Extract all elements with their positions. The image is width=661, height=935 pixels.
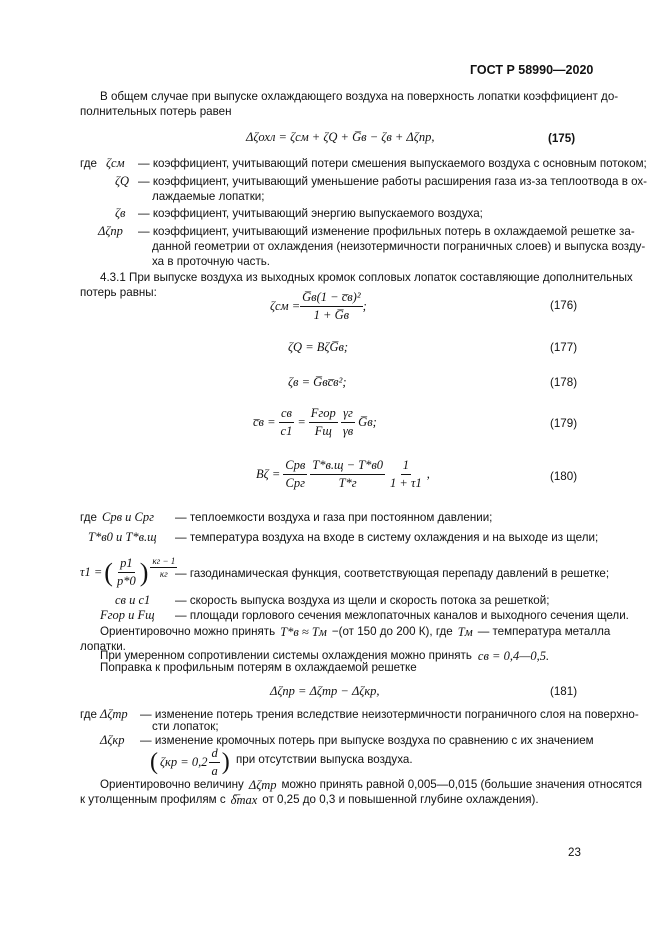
- eq179-equals: =: [297, 415, 306, 429]
- definition-delta-zeta-pr-cont2: ха в проточную часть.: [152, 255, 271, 268]
- symbol-zeta-v: ζв: [115, 206, 126, 220]
- equation-176: [270, 290, 367, 323]
- correction-line: Поправка к профильным потерям в охлаждаемой решетке: [100, 661, 417, 674]
- symbol-delta-zeta-tr: Δζтр: [100, 707, 128, 721]
- equation-177-number: (177): [550, 341, 578, 354]
- definition-zeta-sm: — коэффициент, учитывающий потери смешения выпускаемого воздуха с основным потоком;: [138, 157, 647, 170]
- where-lead-2: где: [80, 511, 97, 524]
- symbol-zeta-q: ζQ: [115, 174, 130, 188]
- eq179-den-1: c1: [280, 424, 293, 438]
- approx-text-b: −(от 150 до 200 К), где: [331, 625, 453, 638]
- equation-179: [253, 406, 377, 439]
- symbol-f-areas: Fгор и Fщ: [100, 608, 155, 622]
- definition-delta-zeta-pr: — коэффициент, учитывающий изменение профильных потерь в охлаждаемой решетке за-: [138, 225, 635, 238]
- approx-line-2: лопатки.: [80, 640, 126, 653]
- eq179-num-1: cв: [279, 406, 294, 423]
- eq180-den-3: 1 + τ1: [390, 476, 422, 490]
- symbol-zeta-sm: ζсм: [106, 156, 125, 170]
- symbol-delta-zeta-kr: Δζкр: [100, 733, 125, 747]
- moderate-text: При умеренном сопротивлении системы охлаждения можно принять: [100, 649, 472, 662]
- approx-line-1: [100, 624, 610, 640]
- equation-181: Δζпр = Δζтр − Δζкр,: [270, 684, 380, 698]
- equation-179-number: (179): [550, 417, 578, 430]
- kr-ref-lhs: ζкр = 0,2: [160, 755, 208, 769]
- equation-178-number: (178): [550, 376, 578, 389]
- where-lead-3: где: [80, 708, 97, 721]
- tau1-exp-num: κг − 1: [152, 556, 176, 566]
- final-text-b: можно принять равной 0,005—0,015 (большие значения относятся: [281, 778, 642, 791]
- definition-t-air: — температура воздуха на входе в систему охлаждения и на выходе из щели;: [175, 531, 599, 544]
- eq179-tail: G̅в;: [358, 415, 377, 429]
- definition-zeta-q: — коэффициент, учитывающий уменьшение работы расширения газа из-за теплоотвода в ох-: [138, 175, 648, 188]
- symbol-tau1: τ1 = ( $\frac{p1}{p*0}$ ) $\frac{\kappa г - 1}{\kappa г}$: [80, 556, 176, 588]
- eq180-fraction-1: [283, 458, 307, 491]
- eq180-fraction-3: [388, 458, 424, 491]
- final-symbol-delta-max: δ̅max: [230, 793, 258, 807]
- section-4-3-1-line-2: потерь равны:: [80, 286, 157, 299]
- final-line-1: [100, 777, 642, 793]
- eq176-fraction: [300, 290, 362, 323]
- page-number: 23: [568, 846, 581, 859]
- kr-reference-value: ( ζкр = 0,2 $\frac{d}{a}$ ): [150, 746, 230, 778]
- kr-ref-fraction: [209, 746, 219, 779]
- eq176-numerator: G̅в(1 − c̅в)²: [300, 290, 362, 307]
- final-text-a: Ориентировочно величину: [100, 778, 244, 791]
- eq179-fraction-1: [279, 406, 295, 439]
- section-4-3-1-line-1: 4.3.1 При выпуске воздуха из выходных кромок сопловых лопаток составляющие дополнительных: [100, 271, 633, 284]
- tau1-lhs: τ1 =: [80, 565, 103, 579]
- symbol-t-air: T*в0 и T*в.щ: [88, 530, 157, 544]
- final-symbol-delta-zeta-tr: Δζтр: [248, 778, 277, 792]
- equation-177: ζQ = BζG̅в;: [288, 340, 349, 354]
- final-text-c: к утолщенным профилям с: [80, 793, 226, 806]
- eq179-den-2: Fщ: [314, 424, 332, 438]
- final-line-2: [80, 792, 539, 808]
- eq179-den-3: γв: [342, 424, 354, 438]
- eq180-fraction-2: [310, 458, 385, 491]
- definition-delta-zeta-kr-cont: при отсутствии выпуска воздуха.: [236, 753, 413, 766]
- definition-c-speeds: — скорость выпуска воздуха из щели и скорость потока за решеткой;: [175, 594, 550, 607]
- tau1-pressure-fraction: [115, 556, 138, 589]
- equation-180-number: (180): [550, 470, 578, 483]
- eq179-num-3: γг: [341, 406, 355, 423]
- definition-delta-zeta-tr: — изменение потерь трения вследствие неизотермичности пограничного слоя на поверхно-: [140, 708, 639, 721]
- eq179-fraction-3: [341, 406, 355, 439]
- equation-180: [256, 458, 430, 491]
- eq180-num-3: 1: [401, 458, 411, 475]
- eq180-lhs: Bζ =: [256, 467, 281, 481]
- equation-181-number: (181): [550, 685, 578, 698]
- intro-line-2: полнительных потерь равен: [80, 105, 232, 118]
- intro-line-1: В общем случае при выпуске охлаждающего воздуха на поверхность лопатки коэффициент до-: [100, 90, 619, 103]
- eq180-num-1: Cpв: [283, 458, 307, 475]
- definition-cp: — теплоемкости воздуха и газа при постоянном давлении;: [175, 511, 493, 524]
- definition-zeta-q-cont: лаждаемые лопатки;: [152, 190, 265, 203]
- kr-ref-den: a: [211, 764, 218, 778]
- eq176-tail: ;: [362, 299, 367, 313]
- eq179-num-2: Fгор: [309, 406, 338, 423]
- approx-formula: T*в ≈ Tм: [280, 625, 327, 639]
- kr-ref-num: d: [209, 746, 219, 763]
- definition-zeta-v: — коэффициент, учитывающий энергию выпускаемого воздуха;: [138, 207, 483, 220]
- definition-tau1: — газодинамическая функция, соответствующая перепаду давлений в решетке;: [175, 567, 610, 580]
- tau1-exp-den: κг: [159, 569, 168, 579]
- moderate-formula: cв = 0,4—0,5.: [477, 649, 550, 663]
- equation-175-number: (175): [548, 132, 576, 145]
- final-text-d: от 0,25 до 0,3 и повышенной глубине охлаждения).: [262, 793, 539, 806]
- symbol-delta-zeta-pr: Δζпр: [98, 224, 123, 238]
- equation-175: Δζохл = ζсм + ζQ + G̅в − ζв + Δζпр,: [246, 130, 435, 144]
- eq176-denominator: 1 + G̅в: [313, 308, 350, 322]
- document-standard-header: ГОСТ Р 58990—2020: [470, 63, 594, 77]
- symbol-c-speeds: cв и c1: [115, 593, 151, 607]
- tau1-p-den: p*0: [116, 574, 136, 588]
- approx-text-a: Ориентировочно можно принять: [100, 625, 276, 638]
- definition-delta-zeta-tr-cont: сти лопаток;: [152, 720, 219, 733]
- definition-delta-zeta-kr: — изменение кромочных потерь при выпуске воздуха по сравнению с их значением: [140, 734, 594, 747]
- tau1-exponent-fraction: [150, 556, 177, 579]
- equation-178: ζв = G̅вc̅в²;: [288, 375, 347, 389]
- eq176-lhs: ζсм =: [270, 299, 301, 313]
- eq179-fraction-2: [309, 406, 338, 439]
- eq180-tail: ,: [426, 467, 430, 481]
- eq180-num-2: T*в.щ − T*в0: [310, 458, 385, 475]
- eq180-den-2: T*г: [338, 476, 357, 490]
- definition-delta-zeta-pr-cont: данной геометрии от охлаждения (неизотермичности пограничных слоев) и выпуска возду-: [152, 240, 646, 253]
- equation-176-number: (176): [550, 299, 578, 312]
- eq179-lhs: c̅в =: [253, 415, 276, 429]
- eq180-den-1: Cpг: [285, 476, 305, 490]
- symbol-cp: Cpв и Cpг: [102, 510, 154, 524]
- definition-f-areas: — площади горлового сечения межлопаточных каналов и выходного сечения щели.: [175, 609, 629, 622]
- approx-text-c: — температура металла: [477, 625, 611, 638]
- tau1-p-num: p1: [118, 556, 135, 573]
- approx-symbol-tm: Tм: [457, 625, 473, 639]
- where-lead-1: где: [80, 157, 97, 170]
